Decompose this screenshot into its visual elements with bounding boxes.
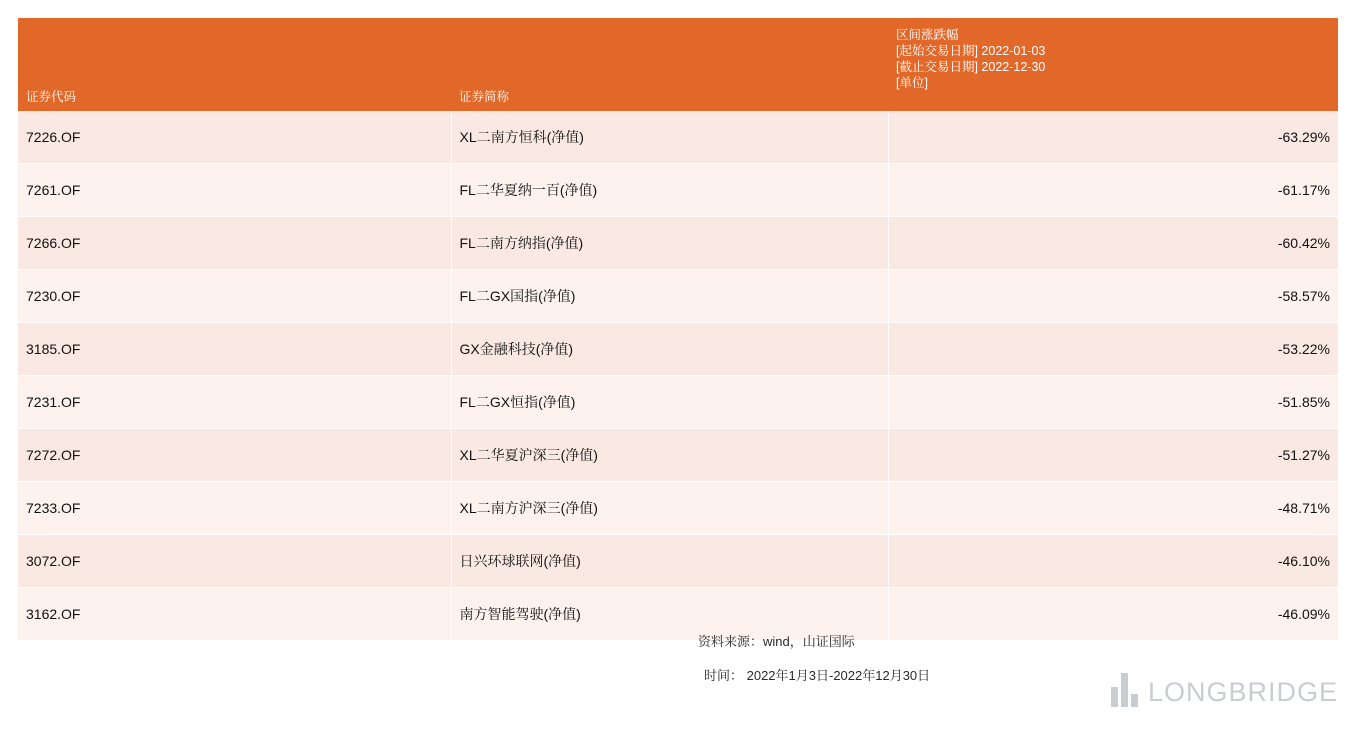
column-header-change — [888, 18, 1338, 111]
cell-code: 3162.OF — [18, 588, 451, 641]
cell-code: 3185.OF — [18, 323, 451, 376]
cell-name: XL二南方沪深三(净值) — [451, 482, 888, 535]
table-row — [18, 164, 1338, 217]
cell-code: 7261.OF — [18, 164, 451, 217]
table-row — [18, 376, 1338, 429]
cell-name: FL二GX恒指(净值) — [451, 376, 888, 429]
securities-performance-sheet — [18, 18, 1338, 641]
table-header-row — [18, 18, 1338, 111]
longbridge-mark-icon — [1111, 673, 1138, 707]
source-note: 资料来源：wind，山证国际 — [698, 634, 855, 649]
cell-code: 7272.OF — [18, 429, 451, 482]
table-body — [18, 111, 1338, 641]
cell-name: 南方智能驾驶(净值) — [451, 588, 888, 641]
cell-change: -53.22% — [888, 323, 1338, 376]
cell-change: -48.71% — [888, 482, 1338, 535]
table-row — [18, 323, 1338, 376]
footer-text — [698, 625, 1118, 693]
cell-code: 7226.OF — [18, 111, 451, 164]
table-header — [18, 18, 1338, 111]
cell-change: -46.10% — [888, 535, 1338, 588]
cell-change: -61.17% — [888, 164, 1338, 217]
cell-code: 7230.OF — [18, 270, 451, 323]
column-header-change-start-date: [起始交易日期] 2022-01-03 — [896, 44, 1046, 58]
period-note: 时间： 2022年1月3日-2022年12月30日 — [704, 668, 931, 683]
table-row — [18, 535, 1338, 588]
cell-code: 7233.OF — [18, 482, 451, 535]
table-row — [18, 217, 1338, 270]
column-header-change-end-date: [截止交易日期] 2022-12-30 — [896, 60, 1046, 74]
cell-name: GX金融科技(净值) — [451, 323, 888, 376]
table-row — [18, 270, 1338, 323]
column-header-name: 证券简称 — [451, 18, 888, 111]
table-row — [18, 111, 1338, 164]
table-row — [18, 482, 1338, 535]
cell-change: -63.29% — [888, 111, 1338, 164]
footer — [698, 625, 1338, 715]
column-header-change-unit: [单位] — [896, 76, 928, 90]
cell-code: 7266.OF — [18, 217, 451, 270]
cell-change: -46.09% — [888, 588, 1338, 641]
cell-code: 3072.OF — [18, 535, 451, 588]
brand-logo — [1111, 673, 1338, 707]
cell-name: XL二南方恒科(净值) — [451, 111, 888, 164]
cell-code: 7231.OF — [18, 376, 451, 429]
cell-change: -60.42% — [888, 217, 1338, 270]
cell-change: -51.27% — [888, 429, 1338, 482]
cell-change: -51.85% — [888, 376, 1338, 429]
securities-table — [18, 18, 1338, 641]
cell-name: FL二南方纳指(净值) — [451, 217, 888, 270]
cell-name: FL二GX国指(净值) — [451, 270, 888, 323]
cell-name: XL二华夏沪深三(净值) — [451, 429, 888, 482]
cell-name: 日兴环球联网(净值) — [451, 535, 888, 588]
table-row — [18, 429, 1338, 482]
column-header-change-title: 区间涨跌幅 — [896, 28, 959, 42]
brand-name: LONGBRIDGE — [1147, 677, 1338, 707]
column-header-code: 证券代码 — [18, 18, 451, 111]
cell-name: FL二华夏纳一百(净值) — [451, 164, 888, 217]
cell-change: -58.57% — [888, 270, 1338, 323]
